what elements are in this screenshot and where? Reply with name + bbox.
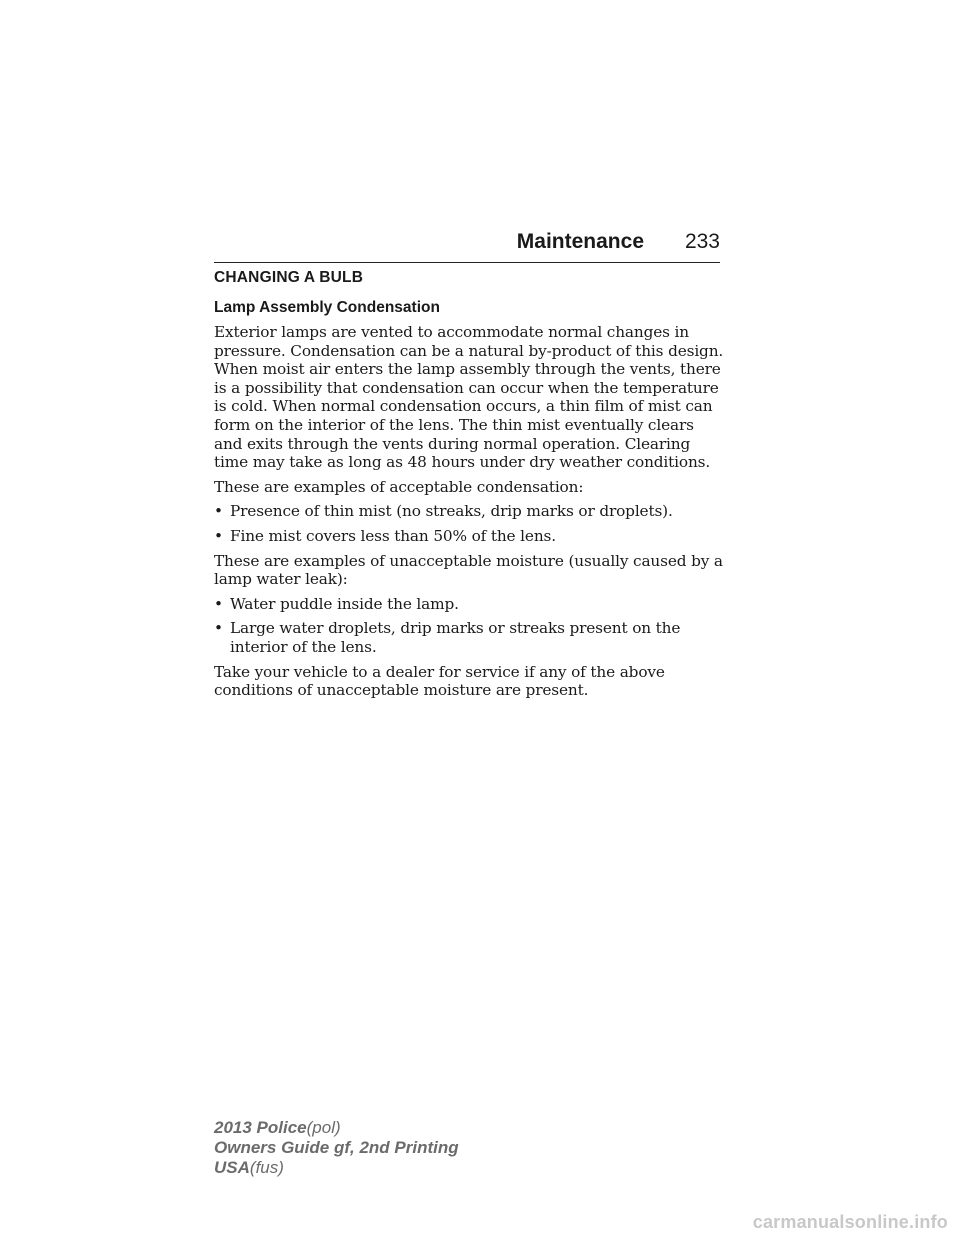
footer-model: 2013 Police xyxy=(214,1118,307,1137)
header-page-number: 233 xyxy=(684,230,720,253)
list-item-acceptable xyxy=(214,527,724,546)
page-footer xyxy=(214,1118,459,1178)
list-item-unacceptable xyxy=(214,595,724,614)
bullet-icon: • xyxy=(214,619,223,638)
paragraph-unacceptable-intro: These are examples of unacceptable moisture (usually caused by a lamp water leak): xyxy=(214,551,723,589)
page-content xyxy=(214,268,724,706)
list-item-text: Fine mist covers less than 50% of the lens. xyxy=(230,526,556,545)
footer-market: USA xyxy=(214,1158,250,1177)
bullet-icon: • xyxy=(214,526,223,545)
list-item-unacceptable xyxy=(214,619,724,656)
bullet-icon: • xyxy=(214,594,223,613)
paragraph-dealer-service: Take your vehicle to a dealer for service if any of the above conditions of unacceptable moisture are present. xyxy=(214,662,665,700)
list-item-text: Water puddle inside the lamp. xyxy=(230,594,459,613)
footer-model-code: (pol) xyxy=(306,1118,341,1137)
footer-guide-edition: Owners Guide gf, 2nd Printing xyxy=(214,1138,459,1157)
list-item-acceptable xyxy=(214,502,724,521)
list-item-text: Presence of thin mist (no streaks, drip marks or droplets). xyxy=(230,502,673,521)
paragraph-condensation-intro: Exterior lamps are vented to accommodate normal changes in pressure. Condensation can be a natural by-product of this design. When moist air enters the lamp assembly through the vents, there is a possibility that condensation can occur when the temperature is cold. When normal condensation occurs, a thin film of mist can form on the interior of the lens. The thin mist eventually clears and exits through the vents during normal operation. Clearing time may take as long as 48 hours under dry weather conditions. xyxy=(214,323,724,472)
watermark: carmanualsonline.info xyxy=(752,1212,948,1232)
paragraph-acceptable-intro: These are examples of acceptable condensation: xyxy=(214,477,584,496)
header-section-title: Maintenance xyxy=(516,230,644,253)
section-heading: CHANGING A BULB xyxy=(214,269,364,286)
footer-line-market xyxy=(214,1158,459,1178)
sub-heading: Lamp Assembly Condensation xyxy=(214,299,440,316)
footer-line-model xyxy=(214,1118,459,1138)
bullet-icon: • xyxy=(214,502,223,521)
list-item-text: Large water droplets, drip marks or streaks present on the interior of the lens. xyxy=(230,619,681,656)
page-header xyxy=(214,228,720,263)
footer-market-code: (fus) xyxy=(249,1158,284,1177)
